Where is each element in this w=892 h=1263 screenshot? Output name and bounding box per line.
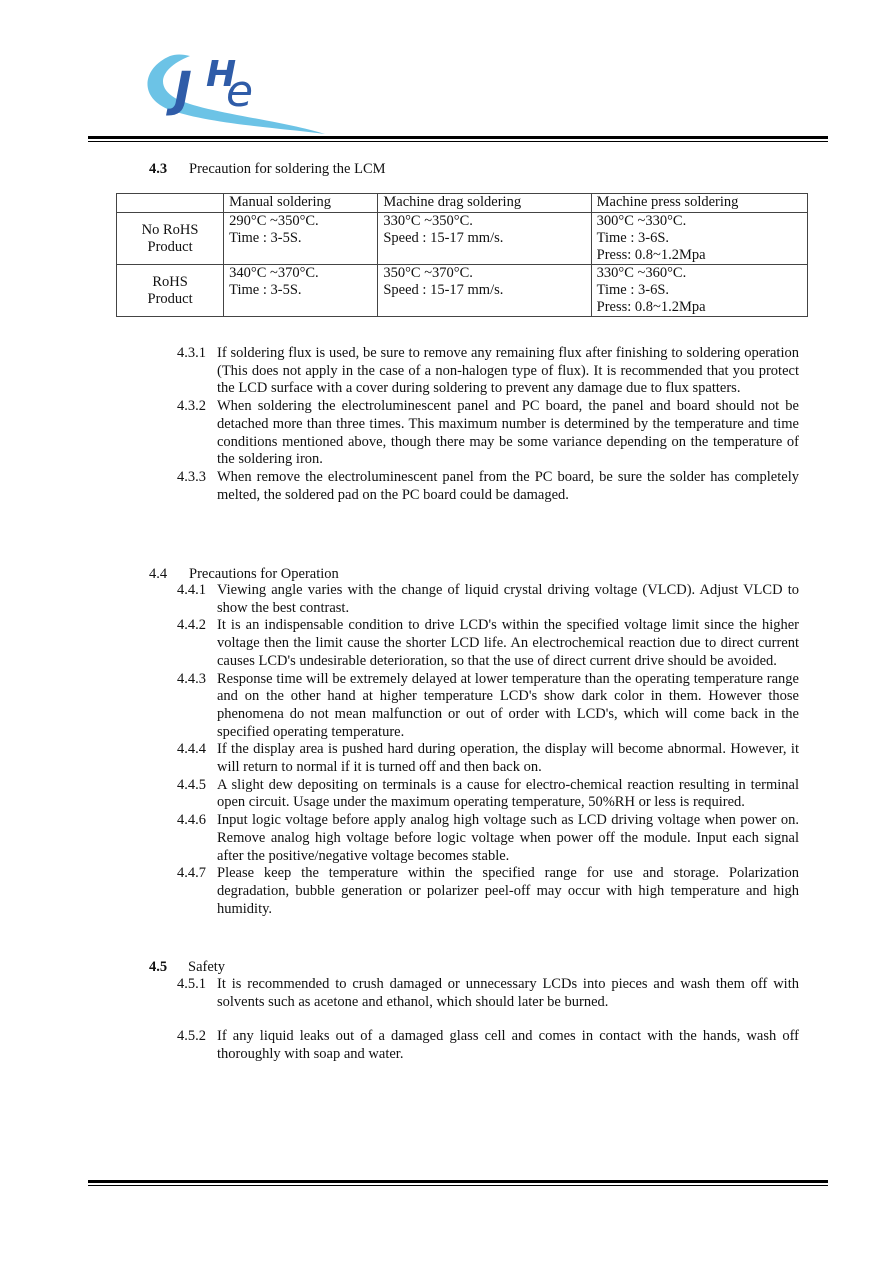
list-item: [177, 865, 799, 918]
footer-rule: [88, 1180, 828, 1186]
svg-text:H: H: [206, 54, 237, 95]
table-row: [117, 265, 808, 317]
section-4-5-items: [177, 976, 799, 1064]
item-number: 4.4.4: [177, 741, 206, 758]
table-header-cell: [117, 194, 224, 213]
row-label: No RoHS Product: [117, 213, 224, 265]
item-number: 4.3.1: [177, 345, 206, 361]
table-header-cell: Manual soldering: [224, 194, 378, 213]
item-text: It is recommended to crush damaged or unnecessary LCDs into pieces and wash them off with solvents such as acetone and ethanol, which should later be burned.: [217, 976, 799, 1010]
section-4-5-heading: [149, 958, 225, 976]
list-item: [177, 777, 799, 812]
jhe-logo-icon: [140, 38, 340, 138]
item-text: If soldering flux is used, be sure to remove any remaining flux after finishing to soldering operation (This does not apply in the case of a non-halogen type of flux). It is recommended that you protect the LCD surface with a cover during soldering to prevent any damage due to flux spatters.: [217, 345, 799, 397]
item-number: 4.5.2: [177, 1028, 206, 1045]
table-cell: 340°C ~370°C. Time : 3-5S.: [224, 265, 378, 317]
table-header-row: [117, 194, 808, 213]
list-item: [177, 582, 799, 617]
table-cell: 330°C ~350°C. Speed : 15-17 mm/s.: [378, 213, 591, 265]
svg-text:J: J: [174, 62, 192, 118]
item-text: It is an indispensable condition to drive LCD's within the specified voltage limit since the higher voltage then the limit cause the shorter LCD life. An electrochemical reaction due to direct current causes LCD's undesirable deterioration, so that the use of direct current drive should be avoided.: [217, 617, 799, 669]
item-number: 4.5.1: [177, 976, 206, 992]
item-text: Response time will be extremely delayed at lower temperature than the operating temperature range and on the other hand at higher temperature LCD's show dark color in them. However those phenomena do not mean malfunction or out of order with LCD's, which will come back in the specified operating temperature.: [217, 670, 799, 740]
table-row: [117, 213, 808, 265]
list-item: [177, 812, 799, 865]
item-number: 4.4.5: [177, 776, 206, 793]
item-number: 4.3.2: [177, 398, 206, 415]
table-cell: 350°C ~370°C. Speed : 15-17 mm/s.: [378, 265, 591, 317]
table-header-cell: Machine press soldering: [591, 194, 807, 213]
item-text: When remove the electroluminescent panel from the PC board, be sure the solder has completely melted, the soldered pad on the PC board could be damaged.: [217, 468, 799, 503]
item-number: 4.4.1: [177, 582, 206, 598]
section-title: Safety: [188, 959, 226, 975]
item-text: Viewing angle varies with the change of liquid crystal driving voltage (VLCD). Adjust VLCD to show the best contrast.: [217, 582, 799, 616]
table-cell: 300°C ~330°C. Time : 3-6S. Press: 0.8~1.2Mpa: [591, 213, 807, 265]
table-cell: 290°C ~350°C. Time : 3-5S.: [224, 213, 378, 265]
section-4-3-items: [177, 345, 799, 504]
list-item: [177, 976, 799, 1011]
section-4-3-heading: [149, 160, 386, 178]
list-item: [177, 469, 799, 504]
item-number: 4.4.2: [177, 617, 206, 634]
list-item: [177, 398, 799, 469]
table-cell: 330°C ~360°C. Time : 3-6S. Press: 0.8~1.2Mpa: [591, 265, 807, 317]
item-number: 4.3.3: [177, 468, 206, 485]
item-text: If any liquid leaks out of a damaged glass cell and comes in contact with the hands, wash off thoroughly with soap and water.: [217, 1028, 799, 1063]
item-number: 4.4.7: [177, 865, 206, 882]
item-number: 4.4.3: [177, 670, 206, 687]
list-item: [177, 617, 799, 670]
item-text: If the display area is pushed hard during operation, the display will become abnormal. However, it will return to normal if it is turned off and then back on.: [217, 741, 799, 776]
list-item: [177, 345, 799, 398]
section-number: 4.4: [149, 566, 168, 582]
list-item: [177, 741, 799, 776]
section-4-4-items: [177, 582, 799, 918]
table-header-cell: Machine drag soldering: [378, 194, 591, 213]
item-text: When soldering the electroluminescent panel and PC board, the panel and board should not be detached more than three times. This maximum number is determined by the temperature and time conditions mentioned above, though there may be some variance depending on the temperature of the soldering iron.: [217, 398, 799, 468]
row-label: RoHS Product: [117, 265, 224, 317]
section-number: 4.3: [149, 161, 168, 177]
item-text: Please keep the temperature within the specified range for use and storage. Polarization degradation, bubble generation or polarizer peel-off may occur with high temperature and high humidity.: [217, 865, 799, 917]
soldering-conditions-table: [116, 193, 808, 317]
item-number: 4.4.6: [177, 812, 206, 829]
section-title: Precautions for Operation: [189, 566, 339, 582]
item-text: A slight dew depositing on terminals is a cause for electro-chemical reaction resulting in terminal open circuit. Usage under the maximum operating temperature, 50%RH or less is required.: [217, 776, 799, 811]
header-rule: [88, 136, 828, 142]
section-4-4-heading: [149, 565, 339, 583]
company-logo: [140, 38, 340, 138]
section-title: Precaution for soldering the LCM: [189, 161, 386, 177]
item-text: Input logic voltage before apply analog high voltage such as LCD driving voltage when power on. Remove analog high voltage before logic voltage when power off the module. Input each signal after the positive/negative voltage becomes stable.: [217, 812, 799, 864]
list-item: [177, 1028, 799, 1063]
svg-text:e: e: [226, 66, 254, 117]
section-number: 4.5: [149, 959, 168, 975]
list-item: [177, 671, 799, 742]
